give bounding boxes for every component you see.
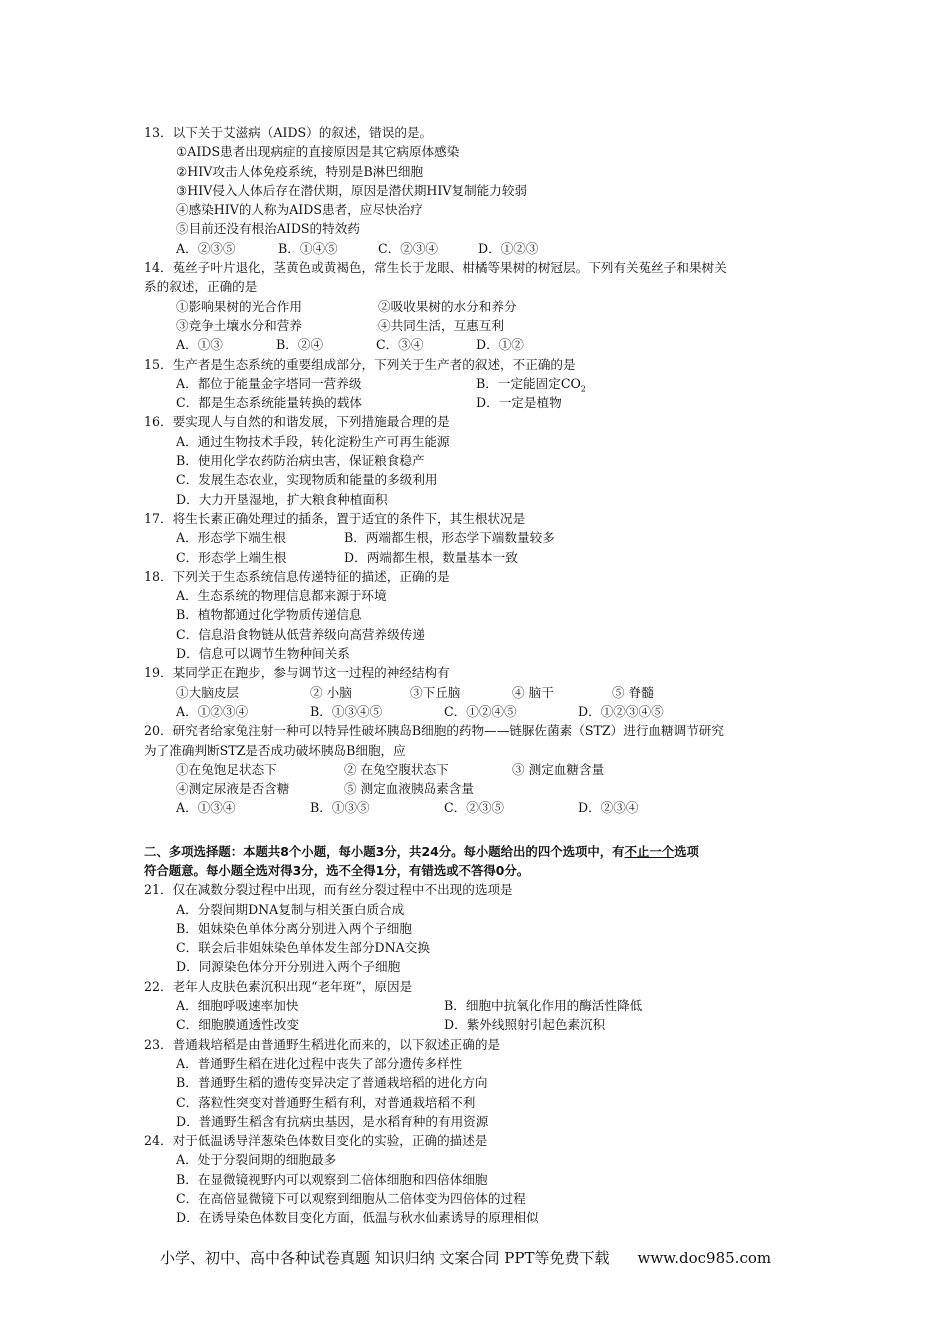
question-22-options-row — [144, 1015, 814, 1034]
option-a: A．①③④ — [176, 800, 236, 816]
option-d: D．普通野生稻含有抗病虫基因，是水稻育种的有用资源 — [176, 1113, 489, 1129]
option-c: C．信息沿食物链从低营养级向高营养级传递 — [176, 626, 425, 642]
section-2-heading — [144, 842, 814, 861]
question-14-items-row — [144, 316, 814, 335]
question-14-item: ③竞争土壤水分和营养 — [176, 317, 302, 333]
option-b — [476, 374, 586, 393]
question-13-item: ⑤目前还没有根治AIDS的特效药 — [176, 221, 360, 237]
option-d: D．①②③ — [478, 240, 539, 256]
option-d: D．一定是植物 — [476, 395, 562, 411]
option-d: D．紫外线照射引起色素沉积 — [444, 1017, 606, 1033]
section-2-underlined: 不止一个 — [624, 843, 675, 859]
question-22-stem: 22．老年人皮肤色素沉积出现“老年斑”，原因是 — [144, 978, 413, 994]
question-13-options — [144, 239, 814, 258]
question-13-item: ④感染HIV的人称为AIDS患者，应尽快治疗 — [176, 202, 423, 218]
option-a: A．生态系统的物理信息都来源于环境 — [176, 588, 387, 604]
option-b: B．①④⑤ — [278, 240, 338, 256]
option-b: B．②④ — [276, 337, 324, 353]
question-14-stem: 14．菟丝子叶片退化，茎黄色或黄褐色，常生长于龙眼、柑橘等果树的树冠层。下列有关菟丝子和果树关 — [144, 260, 727, 276]
option-b: B．姐妹染色单体分离分别进入两个子细胞 — [176, 920, 412, 936]
question-14-items-row — [144, 297, 814, 316]
option-a: A．细胞呼吸速率加快 — [176, 998, 299, 1014]
question-17-options-row — [144, 548, 814, 567]
option-c: C．发展生态农业，实现物质和能量的多级利用 — [176, 472, 438, 488]
question-23-stem: 23．普通栽培稻是由普通野生稻进化而来的，以下叙述正确的是 — [144, 1036, 501, 1052]
question-20-options — [144, 798, 814, 817]
option-c: C．③④ — [376, 337, 424, 353]
question-16-stem: 16．要实现人与自然的和谐发展，下列措施最合理的是 — [144, 414, 450, 430]
footer-site-link[interactable]: www.doc985.com — [637, 1249, 772, 1267]
option-c: C．落粒性突变对普通野生稻有利，对普通栽培稻不利 — [176, 1094, 476, 1110]
option-d: D．①② — [476, 337, 524, 353]
option-c: C．细胞膜通透性改变 — [176, 1017, 299, 1033]
question-19-stem: 19．某同学正在跑步，参与调节这一过程的神经结构有 — [144, 665, 450, 681]
option-d: D．两端都生根，数量基本一致 — [344, 549, 518, 565]
question-15-stem: 15．生产者是生态系统的重要组成部分，下列关于生产者的叙述，不正确的是 — [144, 356, 576, 372]
option-a: A．②③⑤ — [176, 240, 236, 256]
question-21-stem: 21．仅在减数分裂过程中出现，而有丝分裂过程中不出现的选项是 — [144, 882, 513, 898]
option-b: B．使用化学农药防治病虫害，保证粮食稳产 — [176, 453, 425, 469]
option-b: B．两端都生根，形态学下端数量较多 — [344, 530, 555, 546]
question-19-options — [144, 702, 814, 721]
page-footer — [160, 1247, 810, 1268]
question-19-item: ④ 脑干 — [512, 684, 554, 700]
question-14-item: ②吸收果树的水分和养分 — [378, 298, 517, 314]
section-gap — [144, 818, 814, 842]
option-b: B．植物都通过化学物质传递信息 — [176, 607, 362, 623]
option-c: C．联会后非姐妹染色单体发生部分DNA交换 — [176, 940, 430, 956]
question-13-item: ③HIV侵入人体后存在潜伏期，原因是潜伏期HIV复制能力较弱 — [176, 182, 528, 198]
option-b: B．细胞中抗氧化作用的酶活性降低 — [444, 998, 643, 1014]
option-c: C．②③④ — [378, 240, 439, 256]
question-19-item: ⑤ 脊髓 — [612, 684, 654, 700]
option-a: A．处于分裂间期的细胞最多 — [176, 1152, 337, 1168]
option-d: D．②③④ — [578, 800, 639, 816]
question-20-item: ①在兔饱足状态下 — [176, 761, 277, 777]
question-20-items-row — [144, 779, 814, 798]
question-14-stem-cont: 系的叙述，正确的是 — [144, 279, 258, 295]
option-c: C．在高倍显微镜下可以观察到细胞从二倍体变为四倍体的过程 — [176, 1191, 526, 1207]
question-13-item: ①AIDS患者出现病症的直接原因是其它病原体感染 — [176, 144, 460, 160]
option-d: D．在诱导染色体数目变化方面，低温与秋水仙素诱导的原理相似 — [176, 1210, 539, 1226]
question-15-options-row — [144, 374, 814, 393]
option-d: D．大力开垦湿地，扩大粮食种植面积 — [176, 491, 388, 507]
question-14-item: ④共同生活，互惠互利 — [378, 317, 504, 333]
option-a: A．①③ — [176, 337, 223, 353]
option-c: C．①②④⑤ — [444, 703, 517, 719]
question-20-item: ④测定尿液是否含糖 — [176, 781, 290, 797]
question-15-options-row — [144, 393, 814, 412]
question-20-stem: 20．研究者给家兔注射一种可以特异性破坏胰岛B细胞的药物——链脲佐菌素（STZ）进行血糖调节研究 — [144, 723, 724, 739]
question-19-item: ①大脑皮层 — [176, 684, 239, 700]
question-24-stem: 24．对于低温诱导洋葱染色体数目变化的实验，正确的描述是 — [144, 1133, 488, 1149]
exam-content — [144, 123, 814, 1228]
option-c: C．形态学上端生根 — [176, 549, 287, 565]
question-20-item: ⑤ 测定血液胰岛素含量 — [344, 781, 474, 797]
option-a: A．分裂间期DNA复制与相关蛋白质合成 — [176, 901, 405, 917]
question-19-items — [144, 683, 814, 702]
option-b: B．①③⑤ — [310, 800, 370, 816]
question-20-item: ② 在兔空腹状态下 — [344, 761, 449, 777]
question-14-options — [144, 335, 814, 354]
section-2-text: 二、多项选择题：本题共8个小题，每小题3分，共24分。每小题给出的四个选项中，有 — [144, 843, 625, 859]
option-d: D．同源染色体分开分别进入两个子细胞 — [176, 959, 401, 975]
footer-text: 小学、初中、高中各种试卷真题 知识归纳 文案合同 PPT等免费下载 — [160, 1249, 610, 1267]
option-a: A．①②③④ — [176, 703, 249, 719]
option-a: A．都位于能量金字塔同一营养级 — [176, 375, 362, 391]
option-a: A．普通野生稻在进化过程中丧失了部分遗传多样性 — [176, 1055, 463, 1071]
option-b: B．在显微镜视野内可以观察到二倍体细胞和四倍体细胞 — [176, 1171, 488, 1187]
option-c: C．②③⑤ — [444, 800, 505, 816]
option-b-text: B．一定能固定CO — [476, 375, 581, 391]
option-a: A．通过生物技术手段，转化淀粉生产可再生能源 — [176, 433, 450, 449]
section-2-text-end: 选项 — [674, 843, 699, 859]
option-b: B．①③④⑤ — [310, 703, 383, 719]
question-13-stem: 13．以下关于艾滋病（AIDS）的叙述，错误的是。 — [144, 125, 433, 140]
question-19-item: ② 小脑 — [310, 684, 352, 700]
option-d: D．信息可以调节生物种间关系 — [176, 646, 350, 662]
option-d: D．①②③④⑤ — [578, 703, 664, 719]
question-22-options-row — [144, 996, 814, 1015]
question-20-item: ③ 测定血糖含量 — [512, 761, 605, 777]
option-a: A．形态学下端生根 — [176, 530, 286, 546]
question-18-stem: 18．下列关于生态系统信息传递特征的描述，正确的是 — [144, 568, 450, 584]
question-13-item: ②HIV攻击人体免疫系统，特别是B淋巴细胞 — [176, 163, 424, 179]
section-2-heading-cont: 符合题意。每小题全选对得3分，选不全得1分，有错选或不答得0分。 — [144, 862, 530, 878]
option-c: C．都是生态系统能量转换的载体 — [176, 395, 362, 411]
option-b: B．普通野生稻的遗传变异决定了普通栽培稻的进化方向 — [176, 1075, 488, 1091]
question-17-options-row — [144, 528, 814, 547]
question-19-item: ③下丘脑 — [410, 684, 461, 700]
question-20-stem-cont: 为了准确判断STZ是否成功破坏胰岛B细胞，应 — [144, 742, 406, 758]
subscript: 2 — [580, 384, 586, 394]
question-14-item: ①影响果树的光合作用 — [176, 298, 302, 314]
question-17-stem: 17．将生长素正确处理过的插条，置于适宜的条件下，其生根状况是 — [144, 510, 526, 526]
question-20-items-row — [144, 760, 814, 779]
